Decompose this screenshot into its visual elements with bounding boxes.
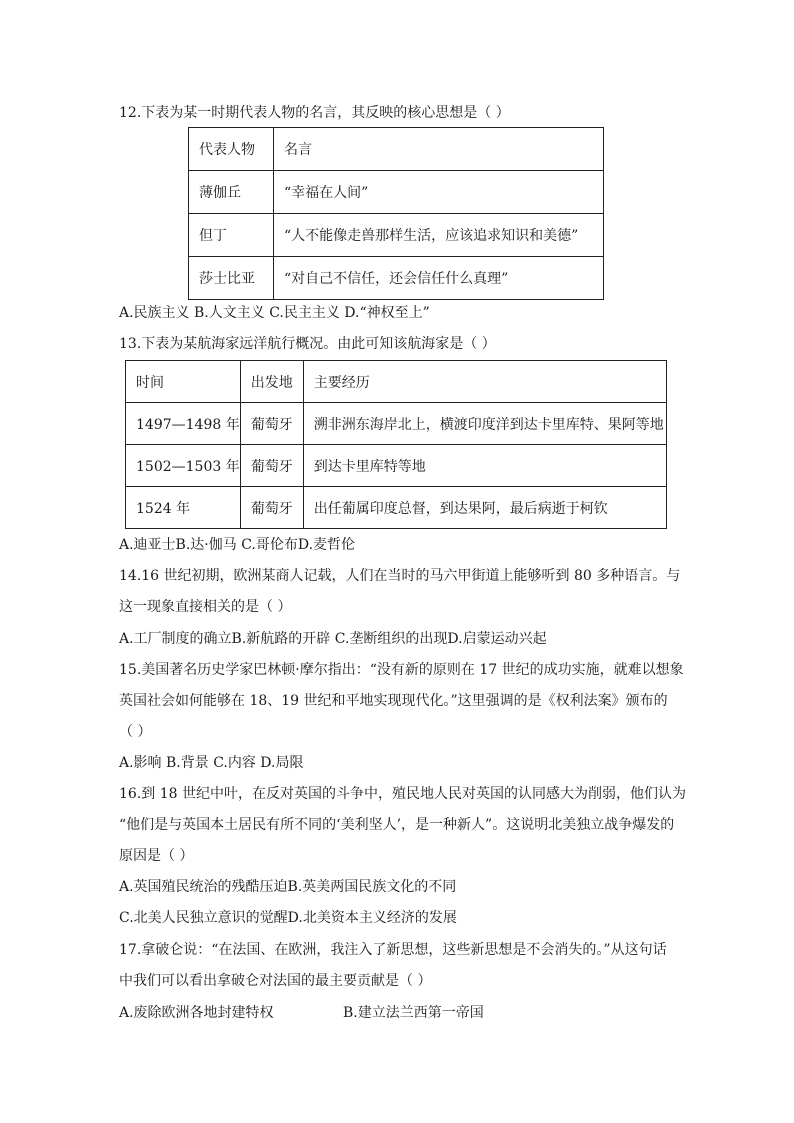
table-row	[126, 403, 667, 445]
q16-line-3: 原因是（ ）	[119, 848, 194, 864]
q17-line-2: 中我们可以看出拿破仑对法国的最主要贡献是（ ）	[119, 973, 432, 989]
table-cell: 莎士比亚	[189, 257, 274, 300]
table-header-cell: 时间	[126, 361, 241, 403]
q16-line-2: “他们是与英国本土居民有所不同的‘美利坚人’，是一种新人”。这说明北美独立战争爆发的	[119, 817, 675, 833]
table-cell: “幸福在人间”	[274, 171, 604, 214]
q17-option-a: A.废除欧洲各地封建特权	[119, 1005, 274, 1021]
q13-table	[125, 360, 667, 529]
q14-options: A.工厂制度的确立B.新航路的开辟 C.垄断组织的出现D.启蒙运动兴起	[119, 631, 547, 647]
table-cell: 1524 年	[126, 487, 241, 529]
table-cell: “对自己不信任，还会信任什么真理”	[274, 257, 604, 300]
q12-stem: 12.下表为某一时期代表人物的名言，其反映的核心思想是（ ）	[119, 105, 510, 121]
table-cell: 葡萄牙	[240, 445, 303, 487]
table-header-cell: 主要经历	[303, 361, 666, 403]
q12-table	[188, 127, 604, 300]
table-cell: 1502—1503 年	[126, 445, 241, 487]
q15-line-2: 英国社会如何能够在 18、19 世纪和平地实现现代化。”这里强调的是《权利法案》颁布的	[119, 693, 668, 709]
table-row	[189, 171, 604, 214]
q17-option-b: B.建立法兰西第一帝国	[343, 1005, 484, 1021]
table-cell: 1497—1498 年	[126, 403, 241, 445]
q17-line-1: 17.拿破仑说：“在法国、在欧洲，我注入了新思想，这些新思想是不会消失的。”从这句话	[119, 942, 667, 958]
table-header-row	[126, 361, 667, 403]
q15-options: A.影响 B.背景 C.内容 D.局限	[119, 755, 304, 771]
q14-line-1: 14.16 世纪初期，欧洲某商人记载，人们在当时的马六甲街道上能够听到 80 多种语言。与	[119, 568, 681, 584]
q15-line-1: 15.美国著名历史学家巴林顿·摩尔指出：“没有新的原则在 17 世纪的成功实施，就难以想象	[119, 662, 684, 678]
table-header-cell: 代表人物	[189, 128, 274, 171]
table-cell: “人不能像走兽那样生活，应该追求知识和美德”	[274, 214, 604, 257]
table-cell: 葡萄牙	[240, 487, 303, 529]
q12-options: A.民族主义 B.人文主义 C.民主主义 D.“神权至上”	[119, 305, 430, 321]
q13-options: A.迪亚士B.达·伽马 C.哥伦布D.麦哲伦	[119, 537, 356, 553]
table-cell: 葡萄牙	[240, 403, 303, 445]
table-row	[126, 487, 667, 529]
table-row	[189, 214, 604, 257]
table-cell: 但丁	[189, 214, 274, 257]
table-cell: 溯非洲东海岸北上，横渡印度洋到达卡里库特、果阿等地	[303, 403, 666, 445]
table-header-row	[189, 128, 604, 171]
table-header-cell: 出发地	[240, 361, 303, 403]
q16-options-2: C.北美人民独立意识的觉醒D.北美资本主义经济的发展	[119, 910, 457, 926]
q16-options-1: A.英国殖民统治的残酷压迫B.英美两国民族文化的不同	[119, 879, 457, 895]
table-row	[126, 445, 667, 487]
table-cell: 到达卡里库特等地	[303, 445, 666, 487]
table-cell: 薄伽丘	[189, 171, 274, 214]
table-cell: 出任葡属印度总督，到达果阿，最后病逝于柯钦	[303, 487, 666, 529]
table-row	[189, 257, 604, 300]
q15-line-3: （ ）	[119, 724, 152, 740]
table-header-cell: 名言	[274, 128, 604, 171]
q14-line-2: 这一现象直接相关的是（ ）	[119, 599, 292, 615]
q16-line-1: 16.到 18 世纪中叶，在反对英国的斗争中，殖民地人民对英国的认同感大为削弱，他们认为	[119, 786, 686, 802]
q13-stem: 13.下表为某航海家远洋航行概况。由此可知该航海家是（ ）	[119, 336, 496, 352]
